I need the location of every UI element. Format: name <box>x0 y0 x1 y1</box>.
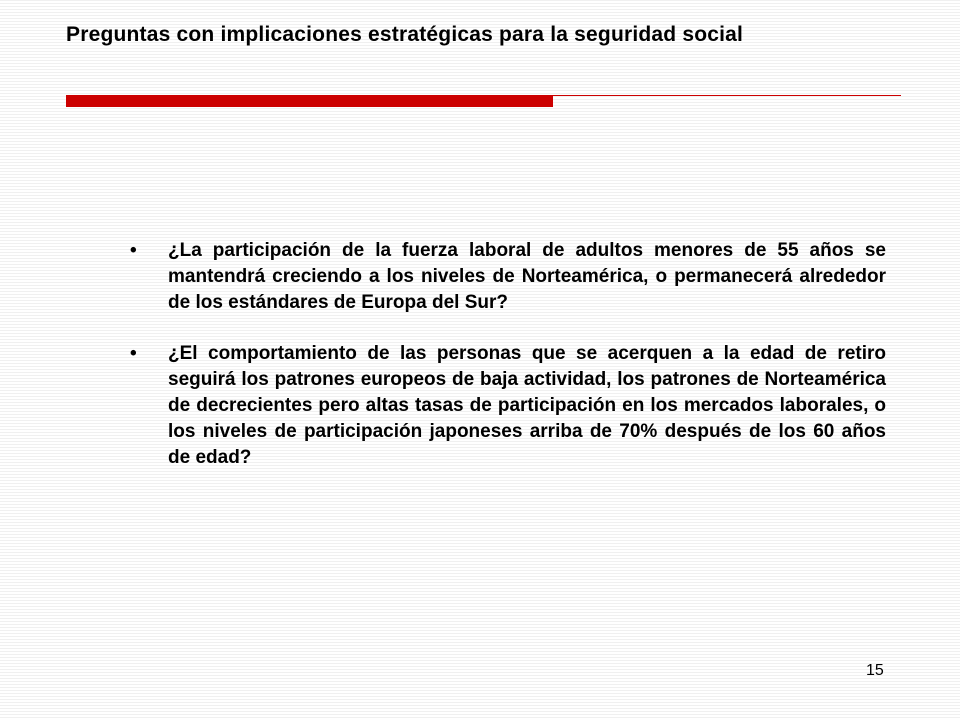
bullet-item <box>130 341 886 471</box>
bullet-item <box>130 238 886 316</box>
bullet-list <box>130 238 886 496</box>
title-underline <box>66 95 901 107</box>
title-underline-thick-bar <box>66 95 553 107</box>
bullet-dot-icon: • <box>130 343 137 364</box>
slide-title: Preguntas con implicaciones estratégicas para la seguridad social <box>66 23 744 46</box>
bullet-text: ¿La participación de la fuerza laboral de adultos menores de 55 años se mantendrá creciendo a los niveles de Norteamérica, o permanecerá alrededor de los estándares de Europa del Sur? <box>168 240 886 313</box>
page-number: 15 <box>866 662 884 679</box>
title-underline-thin-line <box>553 95 901 96</box>
bullet-text: ¿El comportamiento de las personas que se acerquen a la edad de retiro seguirá los patrones europeos de baja actividad, los patrones de Norteamérica de decrecientes pero altas tasas de participación en los mercados laborales, o los niveles de participación japoneses arriba de 70% después de los 60 años de edad? <box>168 343 886 468</box>
bullet-dot-icon: • <box>130 240 137 261</box>
